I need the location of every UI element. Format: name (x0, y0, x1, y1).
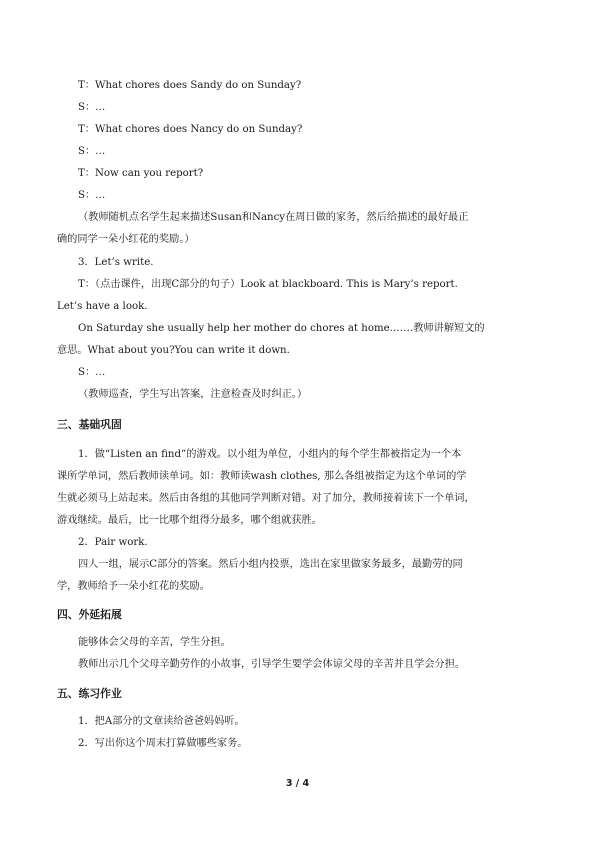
paragraph-line: 学，教师给予一朵小红花的奖励。 (57, 581, 210, 592)
section-heading: 三、基础巩固 (57, 418, 122, 431)
paragraph-line: 意思。What about you?You can write it down. (57, 345, 290, 356)
dialogue-student-line: S：… (78, 367, 106, 378)
dialogue-student-line: S：… (78, 190, 106, 201)
teacher-note: 确的同学一朵小红花的奖励。） (57, 234, 195, 245)
paragraph-line: 游戏继续。最后，比一比哪个组得分最多，哪个组就获胜。 (57, 515, 322, 526)
section-heading: 五、练习作业 (57, 687, 122, 700)
dialogue-teacher-line: T：（点击课件，出现C部分的句子）Look at blackboard. This is Mary’s report. (78, 279, 458, 290)
paragraph-line: 课所学单词，然后教师读单词。如：教师读wash clothes, 那么各组被指定为这个单词的学 (57, 471, 467, 482)
page-number: 3 / 4 (285, 778, 310, 789)
step-title: 3．Let’s write. (78, 257, 154, 268)
paragraph-line: 教师出示几个父母辛勤劳作的小故事，引导学生要学会体谅父母的辛苦并且学会分担。 (78, 659, 466, 670)
paragraph-line: 1．做“Listen an find”的游戏。以小组为单位，小组内的每个学生都被指定为一个本 (78, 449, 462, 460)
paragraph-line: On Saturday she usually help her mother do chores at home.……教师讲解短文的 (78, 323, 485, 334)
paragraph-line: 四人一组，展示C部分的答案。然后小组内投票，选出在家里做家务最多，最勤劳的同 (78, 559, 463, 570)
paragraph-line: 生就必须马上站起来。然后由各组的其他同学判断对错。对了加分，教师接着读下一个单词， (57, 493, 475, 504)
section-heading: 四、外延拓展 (57, 608, 122, 621)
homework-item: 2．写出你这个周末打算做哪些家务。 (78, 738, 248, 749)
teacher-note: （教师随机点名学生起来描述Susan和Nancy在周日做的家务，然后给描述的最好最正 (78, 212, 469, 223)
dialogue-teacher-line: T：Now can you report? (78, 168, 204, 179)
dialogue-teacher-line: Let’s have a look. (57, 301, 148, 312)
dialogue-teacher-line: T：What chores does Nancy do on Sunday? (78, 124, 303, 135)
dialogue-teacher-line: T：What chores does Sandy do on Sunday? (78, 80, 302, 91)
homework-item: 1．把A部分的文章读给爸爸妈妈听。 (78, 716, 245, 727)
paragraph-line: 能够体会父母的辛苦，学生分担。 (78, 637, 231, 648)
teacher-note: （教师巡查，学生写出答案，注意检查及时纠正。） (78, 389, 308, 400)
dialogue-student-line: S：… (78, 102, 106, 113)
step-title: 2．Pair work. (78, 537, 148, 548)
dialogue-student-line: S：… (78, 146, 106, 157)
